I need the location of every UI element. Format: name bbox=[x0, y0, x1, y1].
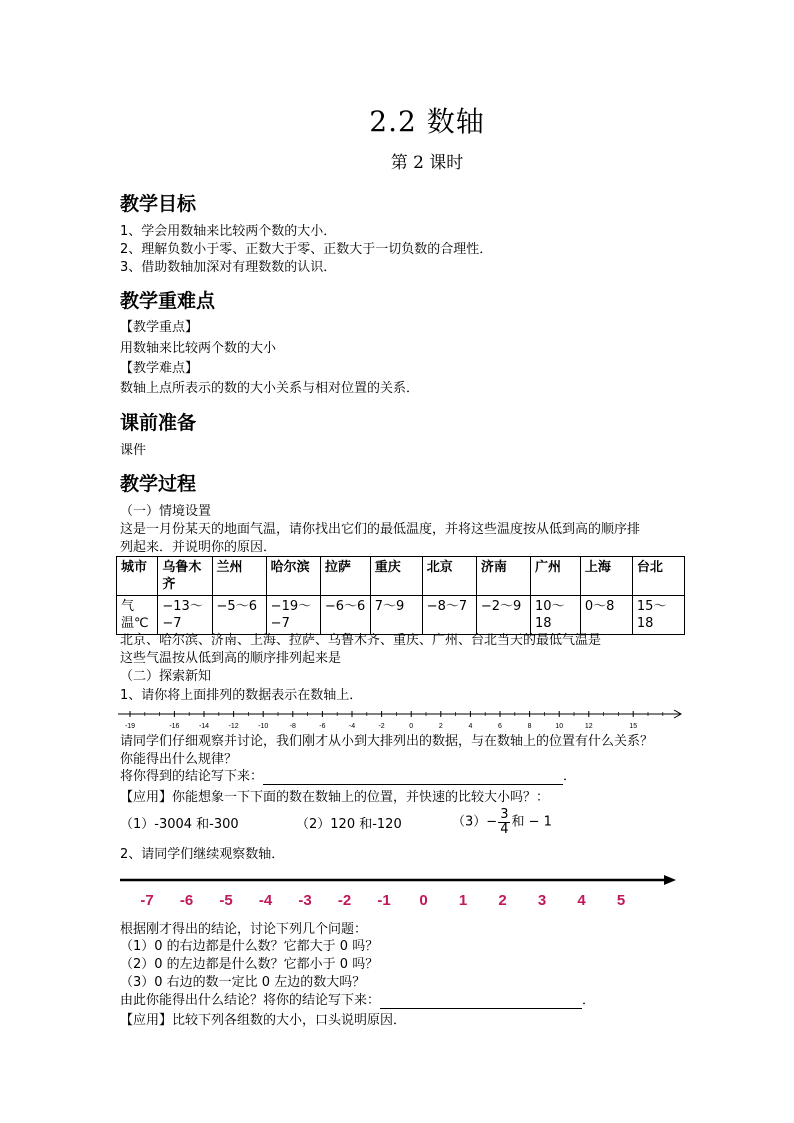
apply-1: 【应用】你能想象一下下面的数在数轴上的位置，并快速的比较大小吗？： bbox=[120, 790, 550, 805]
axis1-tick-label: 0 bbox=[409, 723, 414, 730]
write-conclusion-label: 将你得到的结论写下来： bbox=[120, 769, 264, 784]
axis2-tick-label: 0 bbox=[419, 892, 428, 909]
axis1-tick-label: 4 bbox=[468, 723, 473, 730]
axis1-tick-label: -19 bbox=[124, 723, 136, 730]
key-points-heading: 教学重难点 bbox=[120, 290, 216, 312]
table-cell: 10～18 bbox=[531, 596, 581, 635]
intro-text: 这是一月份某天的地面气温，请你找出它们的最低温度，并将这些温度按从低到高的顺序排 bbox=[120, 522, 641, 537]
table-cell: 15～18 bbox=[632, 596, 684, 635]
focus-label: 【教学重点】 bbox=[120, 320, 199, 335]
fraction-denominator: 4 bbox=[500, 822, 509, 837]
table-cell: 7～9 bbox=[370, 596, 422, 635]
table-cell: 哈尔滨 bbox=[266, 557, 320, 596]
discuss-text: 根据刚才得出的结论，讨论下列几个问题： bbox=[120, 922, 368, 937]
goal-item: 3、借助数轴加深对有理数数的认识． bbox=[120, 260, 337, 275]
table-cell: 广州 bbox=[531, 557, 581, 596]
item-number: （3） bbox=[452, 814, 487, 830]
table-cell: −6～6 bbox=[320, 596, 370, 635]
axis1-tick-label: 6 bbox=[498, 723, 502, 730]
process-heading: 教学过程 bbox=[120, 473, 197, 495]
table-cell: 上海 bbox=[580, 557, 632, 596]
axis2-tick-label: -6 bbox=[179, 892, 194, 909]
axis1-tick-label: -4 bbox=[348, 723, 356, 730]
axis1-tick-label: -16 bbox=[169, 723, 180, 730]
after-table-text: 这些气温按从低到高的顺序排列起来是 bbox=[120, 651, 342, 666]
period: ． bbox=[563, 769, 577, 784]
table-cell: 城市 bbox=[117, 557, 158, 596]
axis2-tick-label: -7 bbox=[140, 892, 154, 909]
axis2-tick-label: 4 bbox=[577, 892, 586, 909]
axis2-tick-label: -2 bbox=[337, 892, 352, 909]
axis2-tick-label: -3 bbox=[298, 892, 312, 909]
table-cell: 台北 bbox=[632, 557, 684, 596]
axis1-tick-label: 12 bbox=[584, 723, 593, 730]
table-row bbox=[117, 596, 685, 635]
temperature-table bbox=[116, 556, 685, 635]
table-cell: 乌鲁木齐 bbox=[158, 557, 212, 596]
apply-2: 【应用】比较下列各组数的大小，口头说明原因． bbox=[120, 1013, 407, 1028]
table-cell: −13～−7 bbox=[158, 596, 212, 635]
conclude-label: 由此你能得出什么结论？将你的结论写下来： bbox=[120, 993, 381, 1008]
prep-text: 课件 bbox=[120, 443, 147, 458]
after-table-text: 北京、哈尔滨、济南、上海、拉萨、乌鲁木齐、重庆、广州、台北当天的最低气温是 bbox=[120, 633, 602, 648]
axis2-tick-label: 1 bbox=[458, 892, 468, 909]
compare-suffix: 和 − 1 bbox=[511, 814, 552, 830]
goals-heading: 教学目标 bbox=[120, 193, 197, 215]
axis2-tick-label: -1 bbox=[377, 892, 391, 909]
table-cell: 兰州 bbox=[212, 557, 266, 596]
axis1-tick-label: -6 bbox=[319, 723, 326, 730]
compare-item-3 bbox=[452, 808, 552, 837]
table-cell: 0～8 bbox=[580, 596, 632, 635]
goal-item: 1、学会用数轴来比较两个数的大小． bbox=[120, 224, 337, 239]
axis2-tick-label: 2 bbox=[498, 892, 507, 909]
prep-heading: 课前准备 bbox=[120, 412, 197, 434]
axis1-tick-label: 2 bbox=[438, 723, 443, 730]
conclusion-blank[interactable] bbox=[263, 784, 563, 785]
axis2-tick-label: 5 bbox=[616, 892, 626, 909]
table-cell: 拉萨 bbox=[320, 557, 370, 596]
focus-text: 用数轴来比较两个数的大小 bbox=[120, 341, 277, 356]
goal-item: 2、理解负数小于零、正数大于零、正数大于一切负数的合理性． bbox=[120, 242, 493, 257]
difficulty-text: 数轴上点所表示的数的大小关系与相对位置的关系． bbox=[120, 381, 420, 396]
fraction bbox=[498, 808, 510, 837]
axis2-tick-label: -5 bbox=[219, 892, 233, 909]
discuss-question: （2）0 的左边都是什么数？它都小于 0 吗？ bbox=[120, 957, 379, 972]
table-header-row bbox=[117, 557, 685, 596]
conclude-line bbox=[120, 992, 595, 1009]
compare-item-2: （2）120 和-120 bbox=[296, 817, 402, 832]
period: ． bbox=[582, 993, 596, 1008]
compare-item-1: （1）-3004 和-300 bbox=[120, 817, 239, 832]
axis1-tick-label: -10 bbox=[258, 723, 269, 730]
table-cell: −8～7 bbox=[422, 596, 476, 635]
axis1-tick-label: -8 bbox=[289, 723, 296, 730]
minus-sign: − bbox=[486, 814, 498, 830]
number-line-2 bbox=[115, 868, 680, 910]
discuss-question: （3）0 右边的数一定比 0 左边的数大吗？ bbox=[120, 975, 366, 990]
table-cell: 重庆 bbox=[370, 557, 422, 596]
table-cell: −5～6 bbox=[212, 596, 266, 635]
table-cell: 气温℃ bbox=[117, 596, 158, 635]
observe-text: 请同学们仔细观察并讨论，我们刚才从小到大排列出的数据，与在数轴上的位置有什么关系？ bbox=[120, 734, 654, 749]
write-conclusion-line bbox=[120, 768, 576, 785]
axis1-tick-label: 8 bbox=[527, 723, 532, 730]
fraction-numerator: 3 bbox=[500, 807, 509, 822]
axis1-tick-label: -14 bbox=[198, 723, 210, 730]
table-cell: 济南 bbox=[476, 557, 530, 596]
section-situation: （一）情境设置 bbox=[120, 504, 212, 519]
question-1: 1、请你将上面排列的数据表示在数轴上． bbox=[120, 688, 363, 703]
table-cell: −19～−7 bbox=[266, 596, 320, 635]
axis1-tick-label: -12 bbox=[228, 723, 239, 730]
axis2-tick-label: 3 bbox=[537, 892, 547, 909]
table-cell: −2～9 bbox=[476, 596, 530, 635]
difficulty-label: 【教学难点】 bbox=[120, 361, 199, 376]
axis1-tick-label: 15 bbox=[629, 723, 638, 730]
axis1-tick-label: -2 bbox=[378, 723, 385, 730]
page-title: 2.2 数轴 bbox=[369, 105, 485, 138]
axis1-tick-label: 10 bbox=[555, 723, 564, 730]
conclude-blank[interactable] bbox=[380, 1008, 582, 1009]
number-line-1 bbox=[110, 704, 690, 734]
axis2-tick-label: -4 bbox=[258, 892, 273, 909]
observe-text: 你能得出什么规律？ bbox=[120, 752, 238, 767]
intro-text: 列起来．并说明你的原因． bbox=[120, 540, 277, 555]
discuss-question: （1）0 的右边都是什么数？它都大于 0 吗？ bbox=[120, 939, 379, 954]
section-explore: （二）探索新知 bbox=[120, 669, 212, 684]
table-cell: 北京 bbox=[422, 557, 476, 596]
page-subtitle: 第 2 课时 bbox=[390, 153, 464, 173]
question-2: 2、请同学们继续观察数轴． bbox=[120, 847, 285, 862]
